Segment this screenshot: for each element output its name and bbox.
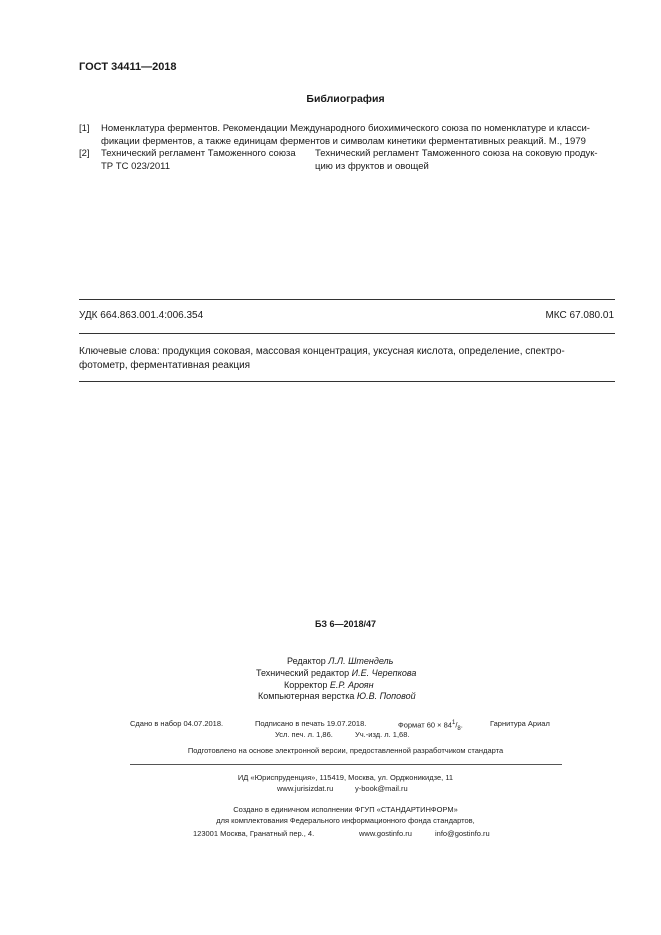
format-prefix: Формат 60 × 84: [398, 720, 452, 730]
bib-entry-2-right-line-2: цию из фруктов и овощей: [315, 161, 429, 172]
corrector-label: Корректор: [284, 680, 328, 690]
imprint-divider: [130, 764, 562, 765]
layout-credit: [258, 690, 416, 703]
created-line-2: для комплектования Федерального информационного фонда стандартов,: [216, 816, 475, 825]
bib-entry-1-line-2: фикации ферментов, а также единицам ферментов и символам кинетики ферментативных реакций. М., 1979: [101, 136, 586, 147]
signed-date: Подписано в печать 19.07.2018.: [255, 719, 367, 728]
top-divider: [79, 299, 615, 300]
print-sheets: Усл. печ. л. 1,86.: [275, 730, 333, 739]
format-denominator: 8: [457, 726, 461, 732]
middle-divider: [79, 333, 615, 334]
paper-format: Формат $60 \times 84^1/_8$.: [398, 720, 463, 732]
contact-email[interactable]: info@gostinfo.ru: [435, 829, 490, 838]
standard-code: ГОСТ 34411—2018: [79, 61, 177, 73]
prepared-note: Подготовлено на основе электронной версии, предоставленной разработчиком стандарта: [187, 746, 504, 755]
keywords-line-1: Ключевые слова: продукция соковая, массовая концентрация, уксусная кислота, определение, спектро-: [79, 346, 565, 357]
layout-label: Компьютерная верстка: [258, 691, 355, 701]
publisher-email[interactable]: y-book@mail.ru: [355, 784, 408, 793]
editor-credit: [287, 655, 393, 668]
bibliography-title: Библиография: [306, 93, 385, 105]
typeface: Гарнитура Ариал: [490, 719, 550, 728]
udk-code: УДК 664.863.001.4:006.354: [79, 310, 204, 321]
submitted-date: Сдано в набор 04.07.2018.: [130, 719, 224, 728]
address: 123001 Москва, Гранатный пер., 4.: [193, 829, 315, 838]
corrector-name: Е.Р. Ароян: [329, 680, 374, 690]
bib-entry-2-number: [2]: [79, 148, 90, 159]
mks-code: МКС 67.080.01: [545, 310, 614, 321]
created-line-1: Создано в единичном исполнении ФГУП «СТАНДАРТИНФОРМ»: [233, 805, 458, 814]
bib-entry-1-number: [1]: [79, 123, 90, 134]
bz-number: БЗ 6—2018/47: [314, 619, 377, 629]
bib-entry-1-line-1: Номенклатура ферментов. Рекомендации Международного биохимического союза по номенклатуре и класси-: [101, 123, 590, 134]
bib-entry-2-right-line-1: Технический регламент Таможенного союза на соковую продук-: [315, 148, 598, 159]
tech-editor-name: И.Е. Черепкова: [351, 668, 417, 678]
publisher-line: ИД «Юриспруденция», 115419, Москва, ул. Орджоникидзе, 11: [237, 773, 454, 782]
editor-name: Л.Л. Штендель: [328, 656, 394, 666]
keywords-line-2: фотометр, ферментативная реакция: [79, 360, 251, 371]
website[interactable]: www.gostinfo.ru: [359, 829, 412, 838]
layout-name: Ю.В. Поповой: [356, 691, 416, 701]
bib-entry-2-left-line-1: Технический регламент Таможенного союза: [101, 148, 296, 159]
publication-sheets: Уч.-изд. л. 1,68.: [355, 730, 410, 739]
bottom-divider: [79, 381, 615, 382]
format-numerator: 1: [451, 720, 456, 726]
publisher-website[interactable]: www.jurisizdat.ru: [277, 784, 334, 793]
bib-entry-2-left-line-2: ТР ТС 023/2011: [101, 161, 171, 172]
tech-editor-label: Технический редактор: [256, 668, 350, 678]
editor-label: Редактор: [287, 656, 326, 666]
tech-editor-credit: [256, 667, 416, 680]
